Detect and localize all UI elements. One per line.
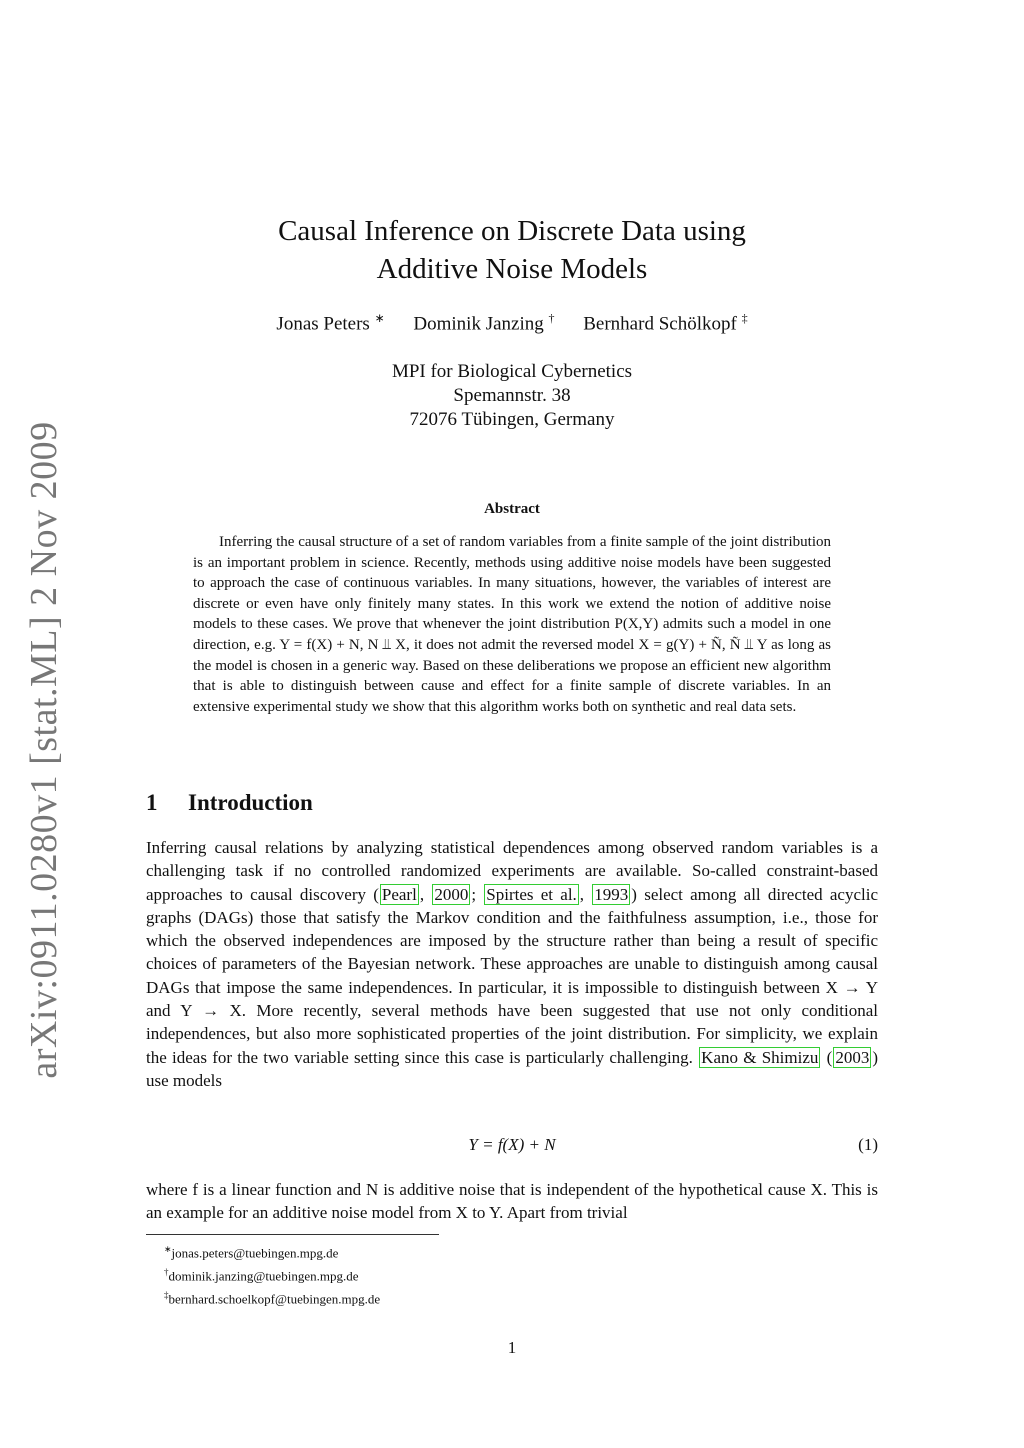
author-footnote-mark[interactable]: ∗ [374,311,385,325]
intro-text: ( [821,1047,833,1067]
arxiv-stamp-text: arXiv:0911.0280v1 [stat.ML] 2 Nov 2009 [23,421,65,1079]
footnote [164,1286,380,1309]
introduction-body [146,836,878,1092]
intro-text: ; [471,884,484,904]
intro-text: ) use models [146,1047,878,1090]
intro-paragraph-2: where f is a linear function and N is additive noise that is independent of the hypothetical cause X. This is an example for an additive noise model from X to Y. Apart from trivial [146,1180,878,1223]
title-line-1: Causal Inference on Discrete Data using [278,215,746,247]
citation-link[interactable]: 2003 [835,1047,870,1067]
intro-paragraph [146,836,878,1092]
affiliation-line: 72076 Tübingen, Germany [409,409,615,430]
abstract-text: Inferring the causal structure of a set of random variables from a finite sample of the joint distribution is an important problem in science. Recently, methods using additive noise models have been suggested to approach the case of continuous variables. In many situations, however, the variables of interest are discrete or even have only finitely many states. In this work we extend the notion of additive noise models to these cases. We prove that whenever the joint distribution P(X,Y) admits such a model in one direction, e.g. Y = f(X) + N, N ⫫ X, it does not admit the reversed model X = g(Y) + Ñ, Ñ ⫫ Y as long as the model is chosen in a generic way. Based on these deliberations we propose an efficient new algorithm that is able to distinguish between cause and effect for a finite sample of discrete variables. In an extensive experimental study we show that this algorithm works both on synthetic and real data sets. [193,534,831,715]
footnote-email[interactable]: jonas.peters@tuebingen.mpg.de [171,1245,339,1261]
section-number: 1 [146,790,158,815]
citation-link[interactable]: Spirtes et al. [486,884,577,904]
author-name: Dominik Janzing [413,313,544,335]
title-line-2: Additive Noise Models [376,253,648,285]
affiliation-line: Spemannstr. 38 [453,385,571,406]
page-number: 1 [507,1338,517,1357]
author-name: Bernhard Schölkopf [583,313,737,335]
footnote-mark: ∗ [164,1244,172,1254]
footnote-mark: † [164,1266,169,1277]
intro-text: ) select among all directed acyclic graphs (DAGs) those that satisfy the Markov condition and the faithfulness assumption, i.e., those for which the observed independences are imposed by the structure rather than being a result of specific choices of parameters of the Bayesian network. These approaches are unable to distinguish among causal DAGs that impose the same independences. In particular, it is impossible to distinguish between X → Y and Y → X. More recently, several methods have been suggested that use not only conditional independences, but also more sophisticated properties of the joint distribution. For simplicity, we explain the ideas for the two variable setting since this case is particularly challenging. [146,884,878,1067]
intro-text: , [579,884,592,904]
citation-link[interactable]: 1993 [594,884,629,904]
author-footnote-mark[interactable]: † [548,311,555,325]
abstract [193,532,831,717]
section-heading [146,790,313,816]
footnotes [164,1240,380,1308]
citation-link[interactable]: 2000 [434,884,469,904]
author [413,311,554,335]
footnote-email[interactable]: bernhard.schoelkopf@tuebingen.mpg.de [168,1290,381,1306]
citation-link[interactable]: Kano & Shimizu [701,1047,819,1067]
footnote-email[interactable]: dominik.janzing@tuebingen.mpg.de [168,1268,359,1284]
equation [146,1135,878,1159]
section-title: Introduction [188,790,313,815]
footnote-mark: ‡ [164,1289,169,1300]
intro-text: , [419,884,432,904]
affiliation-line: MPI for Biological Cybernetics [391,361,633,382]
author-list [200,311,824,335]
equation-number: (1) [858,1135,878,1154]
abstract-heading: Abstract [484,501,540,517]
footnote [164,1240,380,1263]
author [276,311,384,335]
footnote [164,1263,380,1286]
footnote-rule [146,1234,439,1235]
paper-title [200,212,824,288]
equation-body: Y = f(X) + N [468,1135,556,1154]
author-footnote-mark[interactable]: ‡ [741,311,748,325]
affiliation [200,360,824,432]
author-name: Jonas Peters [276,313,370,335]
citation-link[interactable]: Pearl [381,884,417,904]
author [583,311,747,335]
intro-text: Inferring causal relations by analyzing statistical dependences among observed random variables is a challenging task if no controlled randomized experiments are available. So-called constraint-based approaches to causal discovery ( [146,838,878,904]
introduction-continued [146,1178,878,1225]
